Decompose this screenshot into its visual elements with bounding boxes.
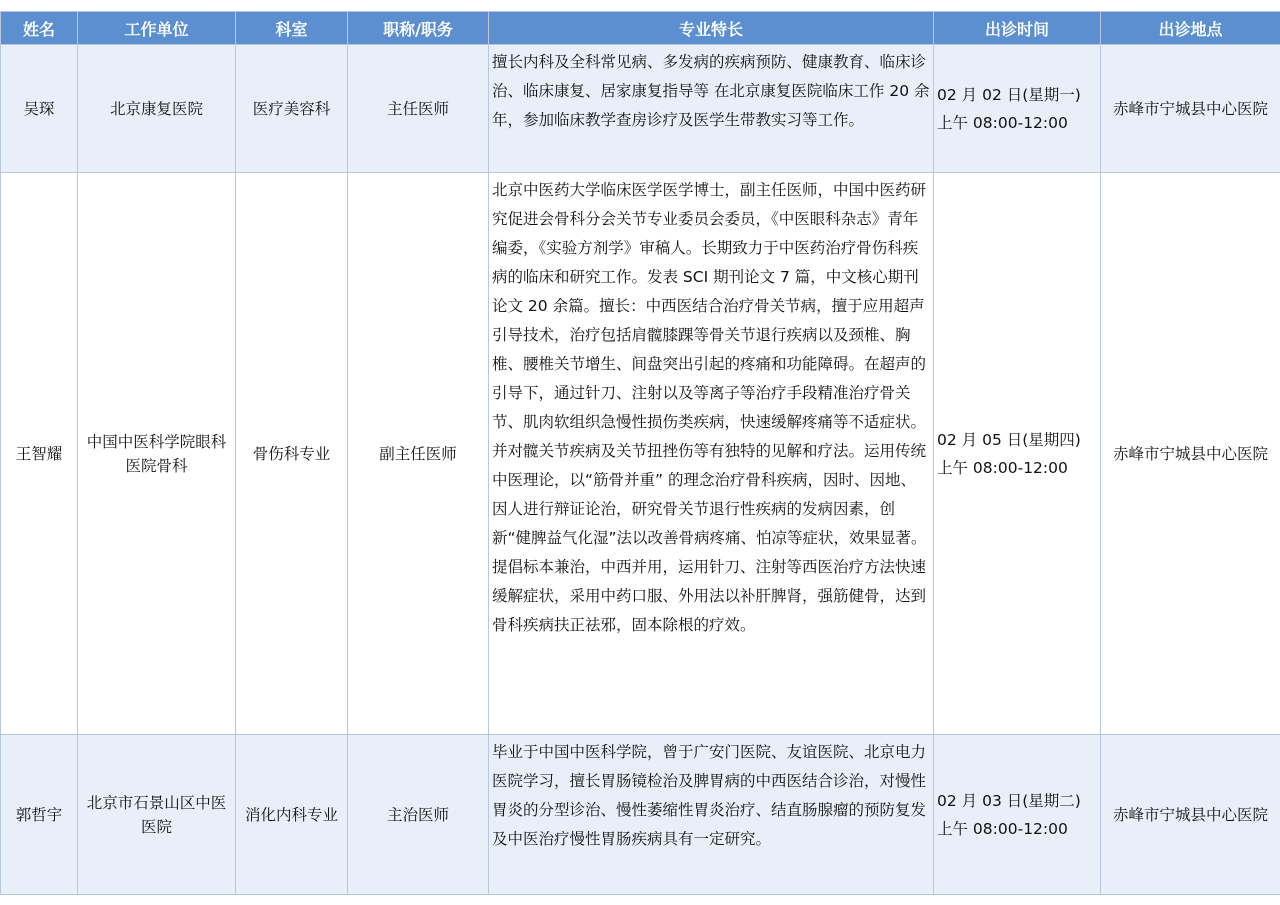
visit-time bbox=[934, 735, 1101, 895]
visit-place: 赤峰市宁城县中心医院 bbox=[1101, 735, 1280, 895]
department: 医疗美容科 bbox=[236, 45, 348, 173]
visit-date: 02 月 05 日(星期四) bbox=[937, 430, 1081, 449]
visit-time bbox=[934, 45, 1101, 173]
department: 消化内科专业 bbox=[236, 735, 348, 895]
header-spec: 专业特长 bbox=[489, 12, 934, 45]
header-time: 出诊时间 bbox=[934, 12, 1101, 45]
header-name: 姓名 bbox=[1, 12, 78, 45]
work-unit: 中国中医科学院眼科医院骨科 bbox=[78, 173, 236, 735]
visit-date: 02 月 03 日(星期二) bbox=[937, 791, 1081, 810]
visit-place: 赤峰市宁城县中心医院 bbox=[1101, 45, 1280, 173]
work-unit: 北京康复医院 bbox=[78, 45, 236, 173]
visit-hours: 上午 08:00-12:00 bbox=[937, 458, 1068, 477]
table-row bbox=[1, 45, 1280, 173]
doctor-name: 王智耀 bbox=[1, 173, 78, 735]
visit-hours: 上午 08:00-12:00 bbox=[937, 113, 1068, 132]
department: 骨伤科专业 bbox=[236, 173, 348, 735]
specialty: 擅长内科及全科常见病、多发病的疾病预防、健康教育、临床诊治、临床康复、居家康复指导等 在北京康复医院临床工作 20 余年，参加临床教学查房诊疗及医学生带教实习等工作。 bbox=[489, 45, 934, 173]
table-row bbox=[1, 173, 1280, 735]
visit-hours: 上午 08:00-12:00 bbox=[937, 819, 1068, 838]
header-title: 职称/职务 bbox=[348, 12, 489, 45]
visit-date: 02 月 02 日(星期一) bbox=[937, 85, 1081, 104]
visit-time bbox=[934, 173, 1101, 735]
doctor-name: 郭哲宇 bbox=[1, 735, 78, 895]
job-title: 主治医师 bbox=[348, 735, 489, 895]
specialty: 北京中医药大学临床医学医学博士，副主任医师，中国中医药研究促进会骨科分会关节专业委员会委员，《中医眼科杂志》青年编委，《实验方剂学》审稿人。长期致力于中医药治疗骨伤科疾病的临床和研究工作。发表 SCI 期刊论文 7 篇，中文核心期刊论文 20 余篇。擅长：中西医结合治疗骨关节病，擅于应用超声引导技术，治疗包括肩髋膝踝等骨关节退行疾病以及颈椎、胸椎、腰椎关节增生、间盘突出引起的疼痛和功能障碍。在超声的引导下，通过针刀、注射以及等离子等治疗手段精准治疗骨关节、肌肉软组织急慢性损伤类疾病，快速缓解疼痛等不适症状。并对髋关节疾病及关节扭挫伤等有独特的见解和疗法。运用传统中医理论，以“筋骨并重” 的理念治疗骨科疾病，因时、因地、因人进行辩证论治，研究骨关节退行性疾病的发病因素，创新“健脾益气化湿”法以改善骨病疼痛、怕凉等症状，效果显著。提倡标本兼治，中西并用，运用针刀、注射等西医治疗方法快速缓解症状，采用中药口服、外用法以补肝脾肾，强筋健骨，达到骨科疾病扶正祛邪，固本除根的疗效。 bbox=[489, 173, 934, 735]
work-unit: 北京市石景山区中医医院 bbox=[78, 735, 236, 895]
header-unit: 工作单位 bbox=[78, 12, 236, 45]
job-title: 副主任医师 bbox=[348, 173, 489, 735]
visit-place: 赤峰市宁城县中心医院 bbox=[1101, 173, 1280, 735]
table-row bbox=[1, 735, 1280, 895]
specialty: 毕业于中国中医科学院，曾于广安门医院、友谊医院、北京电力医院学习，擅长胃肠镜检治及脾胃病的中西医结合诊治，对慢性胃炎的分型诊治、慢性萎缩性胃炎治疗、结直肠腺瘤的预防复发及中医治疗慢性胃肠疾病具有一定研究。 bbox=[489, 735, 934, 895]
outpatient-schedule-table bbox=[0, 11, 1280, 895]
job-title: 主任医师 bbox=[348, 45, 489, 173]
doctor-name: 吴琛 bbox=[1, 45, 78, 173]
table-header-row bbox=[1, 12, 1280, 45]
header-dept: 科室 bbox=[236, 12, 348, 45]
header-place: 出诊地点 bbox=[1101, 12, 1280, 45]
